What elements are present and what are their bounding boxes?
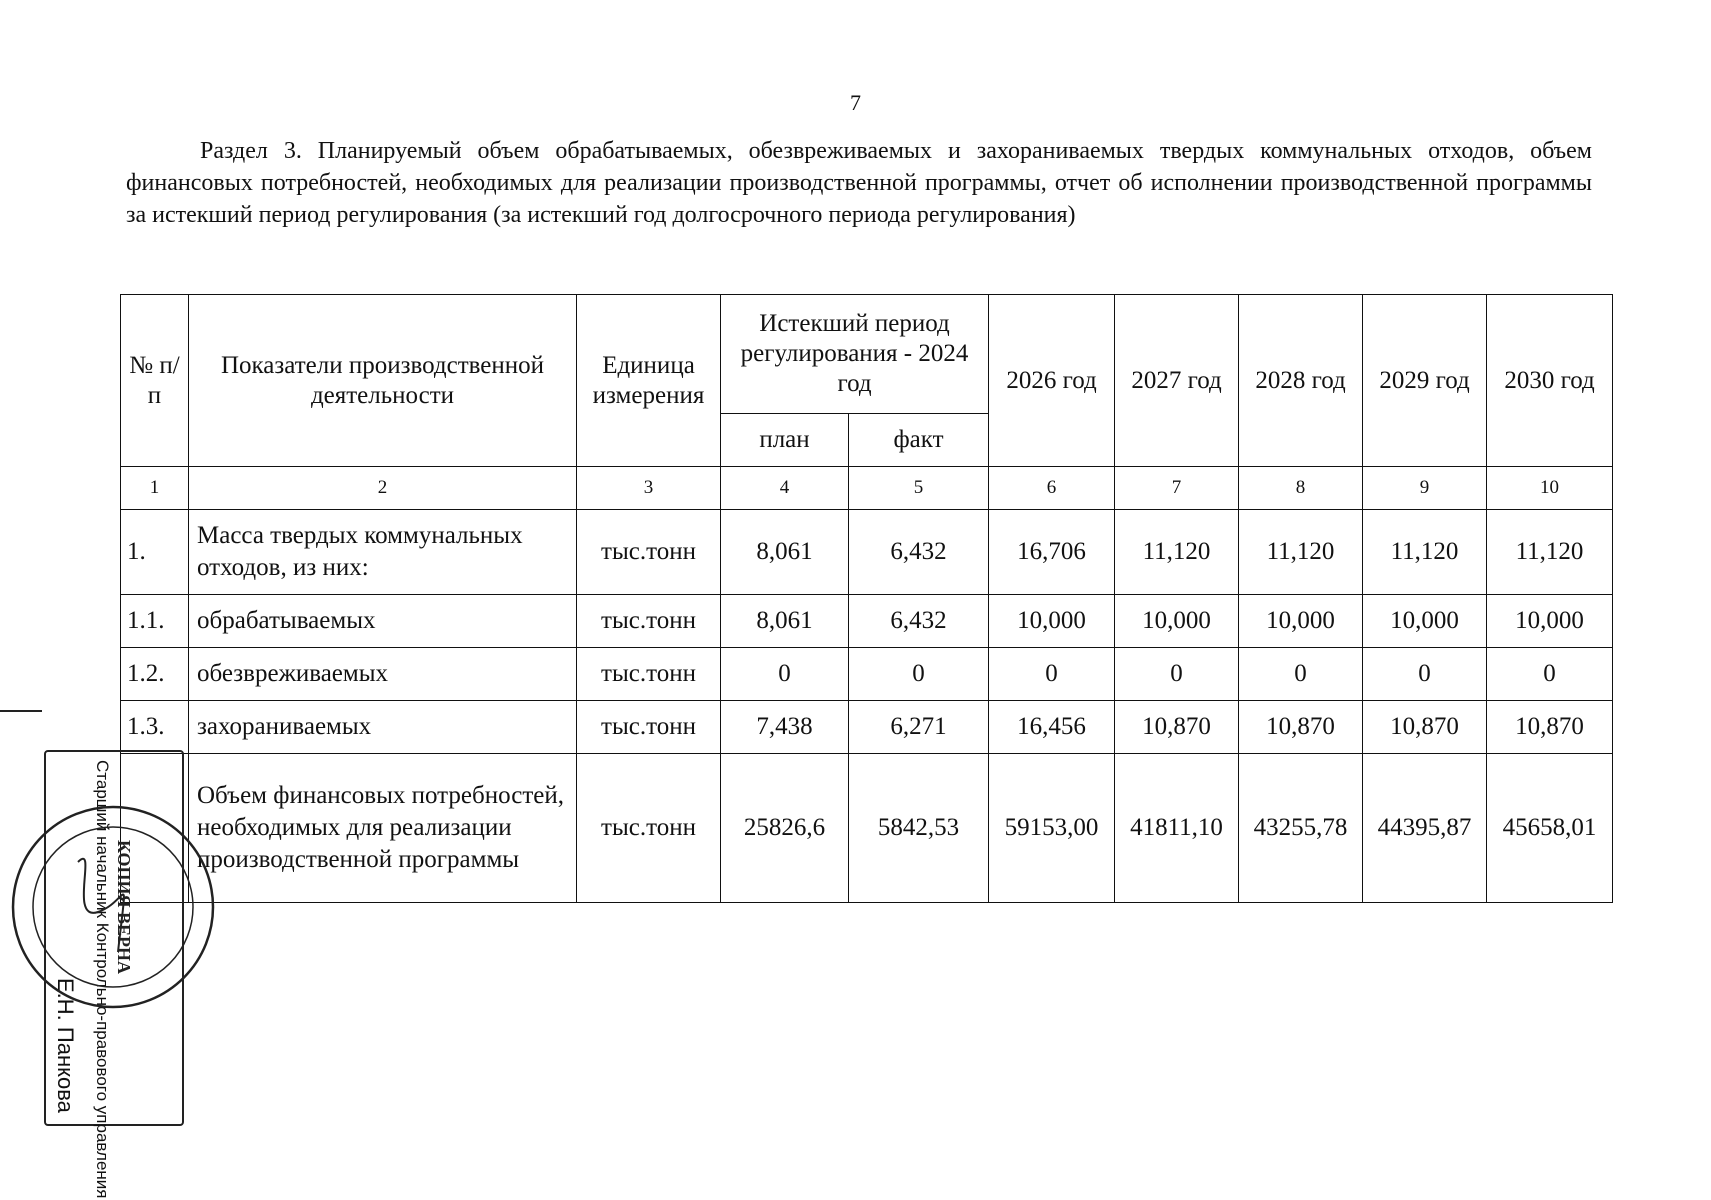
header-period: Истекший период регулирования - 2024 год <box>721 295 989 414</box>
row-unit: тыс.тонн <box>577 510 721 595</box>
report-table <box>120 294 1613 903</box>
header-indicator: Показатели производственной деятельности <box>189 295 577 467</box>
cell-fact: 0 <box>849 648 989 701</box>
cell-2029: 10,870 <box>1363 701 1487 754</box>
row-indicator: Масса твердых коммунальных отходов, из них: <box>189 510 577 595</box>
column-number: 7 <box>1115 467 1239 510</box>
table-row <box>121 510 1613 595</box>
cell-2026: 0 <box>989 648 1115 701</box>
row-indicator: обезвреживаемых <box>189 648 577 701</box>
cell-2028: 10,000 <box>1239 595 1363 648</box>
seal-copy-mark: КОПИЯ ВЕРНА <box>114 839 134 975</box>
column-number: 6 <box>989 467 1115 510</box>
header-2027: 2027 год <box>1115 295 1239 467</box>
cell-2026: 16,456 <box>989 701 1115 754</box>
table-row <box>121 754 1613 903</box>
cell-2027: 41811,10 <box>1115 754 1239 903</box>
column-number: 3 <box>577 467 721 510</box>
stamp-title: Старший начальник Контрольно-правового управления <box>93 760 112 1199</box>
table-row <box>121 701 1613 754</box>
cell-plan: 8,061 <box>721 595 849 648</box>
row-unit: тыс.тонн <box>577 754 721 903</box>
cell-plan: 25826,6 <box>721 754 849 903</box>
official-seal <box>8 802 218 1012</box>
header-row <box>121 295 1613 414</box>
cell-fact: 6,432 <box>849 595 989 648</box>
cell-2029: 11,120 <box>1363 510 1487 595</box>
column-number: 2 <box>189 467 577 510</box>
cell-2028: 10,870 <box>1239 701 1363 754</box>
cell-2027: 11,120 <box>1115 510 1239 595</box>
cell-fact: 5842,53 <box>849 754 989 903</box>
row-index: 1.3. <box>121 701 189 754</box>
row-unit: тыс.тонн <box>577 595 721 648</box>
cell-2028: 0 <box>1239 648 1363 701</box>
margin-line <box>0 710 42 712</box>
seal-outer-ring <box>13 807 213 1007</box>
row-index: 1. <box>121 510 189 595</box>
seal-inner-ring <box>33 827 193 987</box>
table-row <box>121 595 1613 648</box>
cell-2027: 10,000 <box>1115 595 1239 648</box>
cell-plan: 7,438 <box>721 701 849 754</box>
cell-2030: 10,000 <box>1487 595 1613 648</box>
cell-plan: 8,061 <box>721 510 849 595</box>
column-number-row <box>121 467 1613 510</box>
cell-plan: 0 <box>721 648 849 701</box>
row-index: 1.2. <box>121 648 189 701</box>
page-number: 7 <box>850 90 861 115</box>
cell-2029: 44395,87 <box>1363 754 1487 903</box>
cell-2026: 16,706 <box>989 510 1115 595</box>
cell-2026: 59153,00 <box>989 754 1115 903</box>
header-num: № п/п <box>121 295 189 467</box>
cell-2030: 11,120 <box>1487 510 1613 595</box>
column-number: 9 <box>1363 467 1487 510</box>
header-fact: факт <box>849 414 989 467</box>
row-indicator: Объем финансовых потребностей, необходимых для реализации производственной программы <box>189 754 577 903</box>
column-number: 10 <box>1487 467 1613 510</box>
cell-2026: 10,000 <box>989 595 1115 648</box>
cell-2030: 0 <box>1487 648 1613 701</box>
cell-2030: 10,870 <box>1487 701 1613 754</box>
section-heading: Раздел 3. Планируемый объем обрабатываемых, обезвреживаемых и захораниваемых твердых коммунальных отходов, объем финансовых потребностей, необходимых для реализации производственной программы, отчет об исполнении производственной программы за истекший период регулирования (за истекший год долгосрочного периода регулирования) <box>126 138 1592 228</box>
table-row <box>121 648 1613 701</box>
row-indicator: захораниваемых <box>189 701 577 754</box>
row-indicator: обрабатываемых <box>189 595 577 648</box>
column-number: 8 <box>1239 467 1363 510</box>
column-number: 1 <box>121 467 189 510</box>
cell-2030: 45658,01 <box>1487 754 1613 903</box>
cell-2029: 0 <box>1363 648 1487 701</box>
header-unit: Единица измерения <box>577 295 721 467</box>
header-plan: план <box>721 414 849 467</box>
cell-fact: 6,271 <box>849 701 989 754</box>
column-number: 5 <box>849 467 989 510</box>
cell-2028: 43255,78 <box>1239 754 1363 903</box>
cell-2027: 10,870 <box>1115 701 1239 754</box>
row-unit: тыс.тонн <box>577 701 721 754</box>
header-2026: 2026 год <box>989 295 1115 467</box>
header-2030: 2030 год <box>1487 295 1613 467</box>
stamp-name: Е.Н. Панкова <box>53 978 78 1113</box>
header-2028: 2028 год <box>1239 295 1363 467</box>
cell-2028: 11,120 <box>1239 510 1363 595</box>
column-number: 4 <box>721 467 849 510</box>
cell-2029: 10,000 <box>1363 595 1487 648</box>
row-index: 1.1. <box>121 595 189 648</box>
row-unit: тыс.тонн <box>577 648 721 701</box>
cell-2027: 0 <box>1115 648 1239 701</box>
header-2029: 2029 год <box>1363 295 1487 467</box>
cell-fact: 6,432 <box>849 510 989 595</box>
